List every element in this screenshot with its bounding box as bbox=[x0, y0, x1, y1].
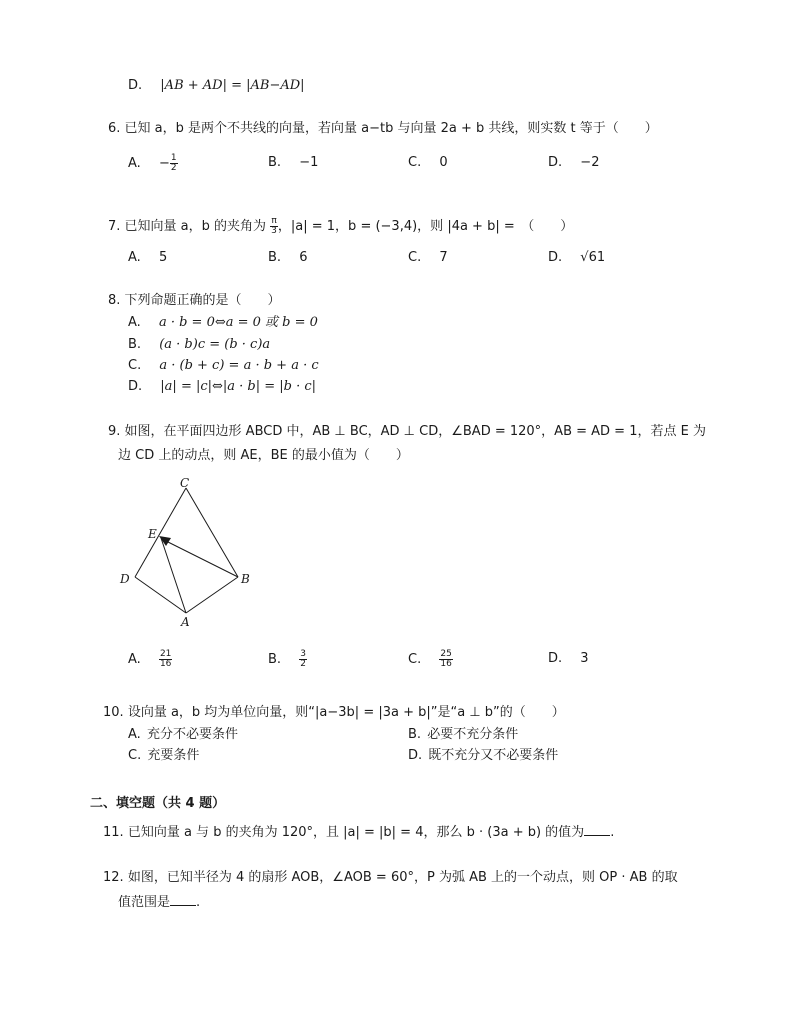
q8-option-c bbox=[128, 357, 319, 375]
question-text: 已知向量 a 与 b 的夹角为 120°，且 |a| = |b| = 4，那么 b · (3a + b) 的值为 bbox=[127, 825, 585, 840]
q6-option-a bbox=[128, 154, 178, 173]
question-number: 10. bbox=[103, 705, 124, 720]
label-e: E bbox=[148, 527, 157, 541]
option-letter: A. bbox=[128, 156, 141, 171]
q6-option-b bbox=[268, 154, 318, 172]
option-text: a · b = 0⇔a = 0 或 b = 0 bbox=[158, 315, 318, 330]
option-letter: A. bbox=[128, 315, 141, 330]
option-letter: B. bbox=[268, 250, 282, 265]
option-letter: A. bbox=[128, 727, 141, 742]
q10-option-c bbox=[128, 747, 199, 765]
option-text: 充分不必要条件 bbox=[146, 727, 238, 742]
option-letter: D. bbox=[548, 250, 563, 265]
answer-blank[interactable] bbox=[170, 893, 196, 906]
option-letter: B. bbox=[128, 337, 142, 352]
question-text: 下列命题正确的是（ ） bbox=[124, 293, 281, 308]
quadrilateral-figure bbox=[110, 475, 270, 627]
option-letter: B. bbox=[268, 652, 282, 667]
q9-option-b bbox=[268, 650, 307, 669]
question-number: 9. bbox=[108, 424, 121, 439]
label-a: A bbox=[181, 615, 190, 627]
q9-stem-line1 bbox=[108, 423, 706, 441]
option-text: 既不充分又不必要条件 bbox=[428, 748, 559, 763]
q8-option-d bbox=[128, 378, 316, 396]
option-letter: C. bbox=[408, 250, 422, 265]
question-text: 值范围是 bbox=[118, 895, 171, 910]
option-letter: C. bbox=[128, 358, 142, 373]
fraction: $\frac{25}{16}$ bbox=[440, 649, 452, 669]
question-number: 6. bbox=[108, 121, 121, 136]
q9-option-d bbox=[548, 650, 589, 668]
option-text: 7 bbox=[439, 250, 448, 265]
option-letter: D. bbox=[128, 379, 143, 394]
q5-option-d bbox=[128, 77, 305, 95]
arrow-head-icon bbox=[159, 536, 171, 546]
q8-option-b bbox=[128, 336, 270, 354]
option-letter: D. bbox=[548, 651, 563, 666]
q7-option-c bbox=[408, 249, 448, 267]
q6-stem bbox=[108, 120, 658, 138]
option-text: |a| = |c|⇔|a · b| = |b · c| bbox=[160, 379, 317, 394]
punctuation: . bbox=[610, 825, 615, 840]
option-text: 必要不充分条件 bbox=[427, 727, 519, 742]
question-text: 如图，在平面四边形 ABCD 中，AB ⊥ BC，AD ⊥ CD，∠BAD = 120°，AB = AD = 1，若点 E 为 bbox=[124, 424, 706, 439]
option-text: −1 bbox=[299, 155, 319, 170]
option-letter: D. bbox=[548, 155, 563, 170]
option-text: 充要条件 bbox=[147, 748, 200, 763]
q7-option-d bbox=[548, 249, 605, 267]
option-letter: B. bbox=[268, 155, 282, 170]
option-letter: D. bbox=[128, 78, 143, 93]
option-text: 0 bbox=[439, 155, 448, 170]
option-text: −2 bbox=[580, 155, 600, 170]
q7-option-b bbox=[268, 249, 307, 267]
q6-option-c bbox=[408, 154, 448, 172]
option-text: 6 bbox=[299, 250, 308, 265]
option-text: √61 bbox=[580, 250, 606, 265]
question-text: 设向量 a，b 均为单位向量，则“|a−3b| = |3a + b|”是“a ⊥ b”的（ ） bbox=[127, 705, 565, 720]
question-text: 如图，已知半径为 4 的扇形 AOB，∠AOB = 60°，P 为弧 AB 上的一个动点，则 OP · AB 的取 bbox=[127, 870, 678, 885]
q8-option-a bbox=[128, 314, 318, 332]
question-number: 12. bbox=[103, 870, 124, 885]
option-letter: A. bbox=[128, 250, 141, 265]
option-letter: C. bbox=[408, 155, 422, 170]
q9-option-c bbox=[408, 650, 453, 669]
option-text: |AB + AD| = |AB−AD| bbox=[160, 78, 305, 93]
q7-option-a bbox=[128, 249, 167, 267]
option-text: 5 bbox=[158, 250, 168, 265]
fraction: $\frac{3}{2}$ bbox=[300, 649, 306, 669]
question-text: 已知 a，b 是两个不共线的向量，若向量 a−tb 与向量 2a + b 共线，则实数 t 等于（ ） bbox=[124, 121, 658, 136]
option-letter: C. bbox=[408, 652, 422, 667]
option-text: (a · b)c = (b · c)a bbox=[159, 337, 271, 352]
q12-stem-line2 bbox=[118, 893, 200, 912]
q7-stem bbox=[108, 217, 573, 236]
option-letter: D. bbox=[408, 748, 423, 763]
punctuation: . bbox=[196, 895, 201, 910]
q8-stem bbox=[108, 292, 281, 310]
option-letter: A. bbox=[128, 652, 141, 667]
q11-stem bbox=[103, 823, 614, 842]
label-c: C bbox=[180, 476, 190, 490]
question-number: 7. bbox=[108, 219, 121, 234]
q10-option-b bbox=[408, 726, 518, 744]
fraction: $\frac{\pi}{3}$ bbox=[271, 216, 277, 236]
q10-stem bbox=[103, 704, 565, 722]
q9-stem-line2 bbox=[118, 447, 409, 465]
label-b: B bbox=[241, 572, 250, 586]
question-text: 边 CD 上的动点，则 AE，BE 的最小值为（ ） bbox=[118, 448, 409, 463]
option-letter: C. bbox=[128, 748, 142, 763]
option-text: a · (b + c) = a · b + a · c bbox=[159, 358, 319, 373]
section-title: 二、填空题（共 4 题） bbox=[90, 796, 226, 811]
label-d: D bbox=[120, 572, 130, 586]
answer-blank[interactable] bbox=[584, 823, 610, 836]
question-text: ，|a| = 1，b = (−3,4)，则 |4a + b| = （ ） bbox=[277, 219, 574, 234]
question-number: 11. bbox=[103, 825, 124, 840]
q10-option-a bbox=[128, 726, 238, 744]
option-letter: B. bbox=[408, 727, 422, 742]
question-number: 8. bbox=[108, 293, 121, 308]
option-text: 3 bbox=[580, 651, 589, 666]
q10-option-d bbox=[408, 747, 558, 765]
q9-option-a bbox=[128, 650, 172, 669]
question-text: 已知向量 a，b 的夹角为 bbox=[124, 219, 267, 234]
fraction: $\frac{1}{2}$ bbox=[170, 153, 177, 173]
q6-option-d bbox=[548, 154, 599, 172]
fraction: $\frac{21}{16}$ bbox=[159, 649, 172, 669]
option-text: − bbox=[158, 156, 170, 171]
q12-stem-line1 bbox=[103, 869, 678, 887]
